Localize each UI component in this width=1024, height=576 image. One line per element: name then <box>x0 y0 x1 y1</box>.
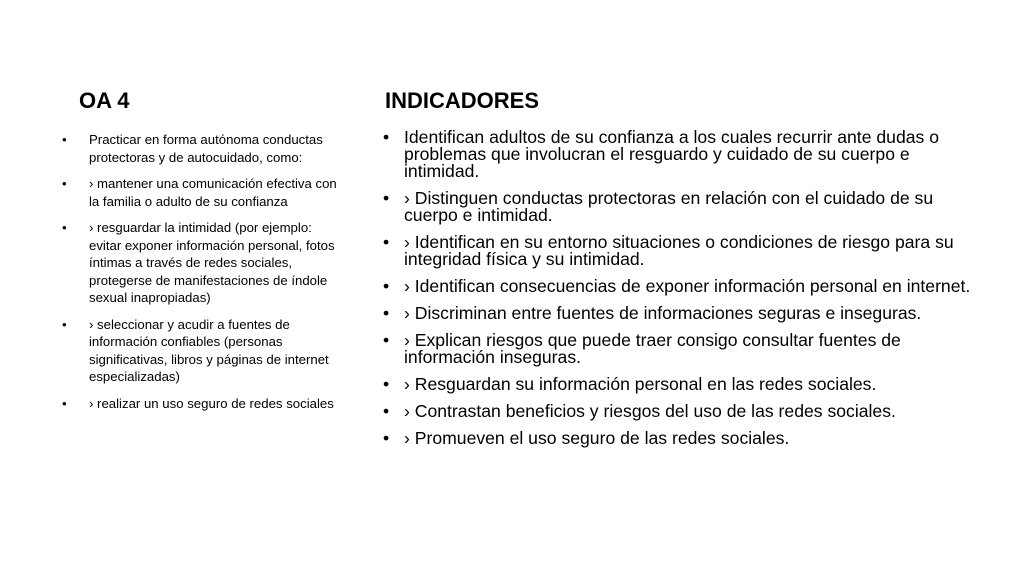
bullet-icon: • <box>383 188 390 208</box>
indicadores-list <box>382 129 982 447</box>
list-item <box>382 278 982 295</box>
list-item-text: › Explican riesgos que puede traer consigo consultar fuentes de información inseguras. <box>404 330 901 367</box>
list-item <box>382 190 982 224</box>
bullet-icon: • <box>383 330 390 350</box>
list-item-text: › Contrastan beneficios y riesgos del uso de las redes sociales. <box>404 401 896 421</box>
bullet-icon: • <box>62 176 67 191</box>
list-item-text: › resguardar la intimidad (por ejemplo: evitar exponer información personal, fotos íntimas a través de redes sociales, protegerse de manifestaciones de índole sexual inapropiadas) <box>89 220 335 305</box>
bullet-icon: • <box>62 132 67 147</box>
list-item <box>382 234 982 268</box>
list-item-text: › seleccionar y acudir a fuentes de información confiables (personas significativas, libros y páginas de internet especializadas) <box>89 316 329 384</box>
list-item <box>62 175 344 210</box>
list-item-text: › Discriminan entre fuentes de informaciones seguras e inseguras. <box>404 303 922 323</box>
list-item-text: › realizar un uso seguro de redes sociales <box>89 395 334 411</box>
list-item-text: › Resguardan su información personal en las redes sociales. <box>404 374 877 394</box>
oa-list <box>62 131 344 412</box>
list-item <box>62 395 344 413</box>
list-item-text: Practicar en forma autónoma conductas protectoras y de autocuidado, como: <box>89 132 323 165</box>
list-item <box>382 403 982 420</box>
bullet-icon: • <box>383 303 390 323</box>
list-item-text: › Identifican consecuencias de exponer información personal en internet. <box>404 276 971 296</box>
bullet-icon: • <box>383 276 390 296</box>
bullet-icon: • <box>383 232 390 252</box>
list-item <box>382 332 982 366</box>
list-item-text: › Identifican en su entorno situaciones o condiciones de riesgo para su integridad física y su intimidad. <box>404 232 954 269</box>
list-item-text: › Distinguen conductas protectoras en relación con el cuidado de su cuerpo e intimidad. <box>404 188 934 225</box>
list-item-text: Identifican adultos de su confianza a los cuales recurrir ante dudas o problemas que involucran el resguardo y cuidado de su cuerpo e intimidad. <box>404 127 939 181</box>
list-item <box>62 219 344 307</box>
bullet-icon: • <box>383 401 390 421</box>
indicadores-column <box>382 88 982 457</box>
list-item <box>382 305 982 322</box>
oa-column <box>62 88 344 421</box>
list-item-text: › Promueven el uso seguro de las redes sociales. <box>404 428 790 448</box>
list-item <box>62 316 344 386</box>
list-item <box>62 131 344 166</box>
bullet-icon: • <box>383 428 390 448</box>
oa-heading: OA 4 <box>79 88 130 113</box>
bullet-icon: • <box>383 374 390 394</box>
list-item <box>382 376 982 393</box>
bullet-icon: • <box>62 220 67 235</box>
list-item <box>382 129 982 180</box>
list-item <box>382 430 982 447</box>
list-item-text: › mantener una comunicación efectiva con la familia o adulto de su confianza <box>89 176 337 209</box>
bullet-icon: • <box>62 395 67 411</box>
bullet-icon: • <box>62 316 67 332</box>
indicadores-heading: INDICADORES <box>385 88 540 113</box>
bullet-icon: • <box>383 127 390 147</box>
